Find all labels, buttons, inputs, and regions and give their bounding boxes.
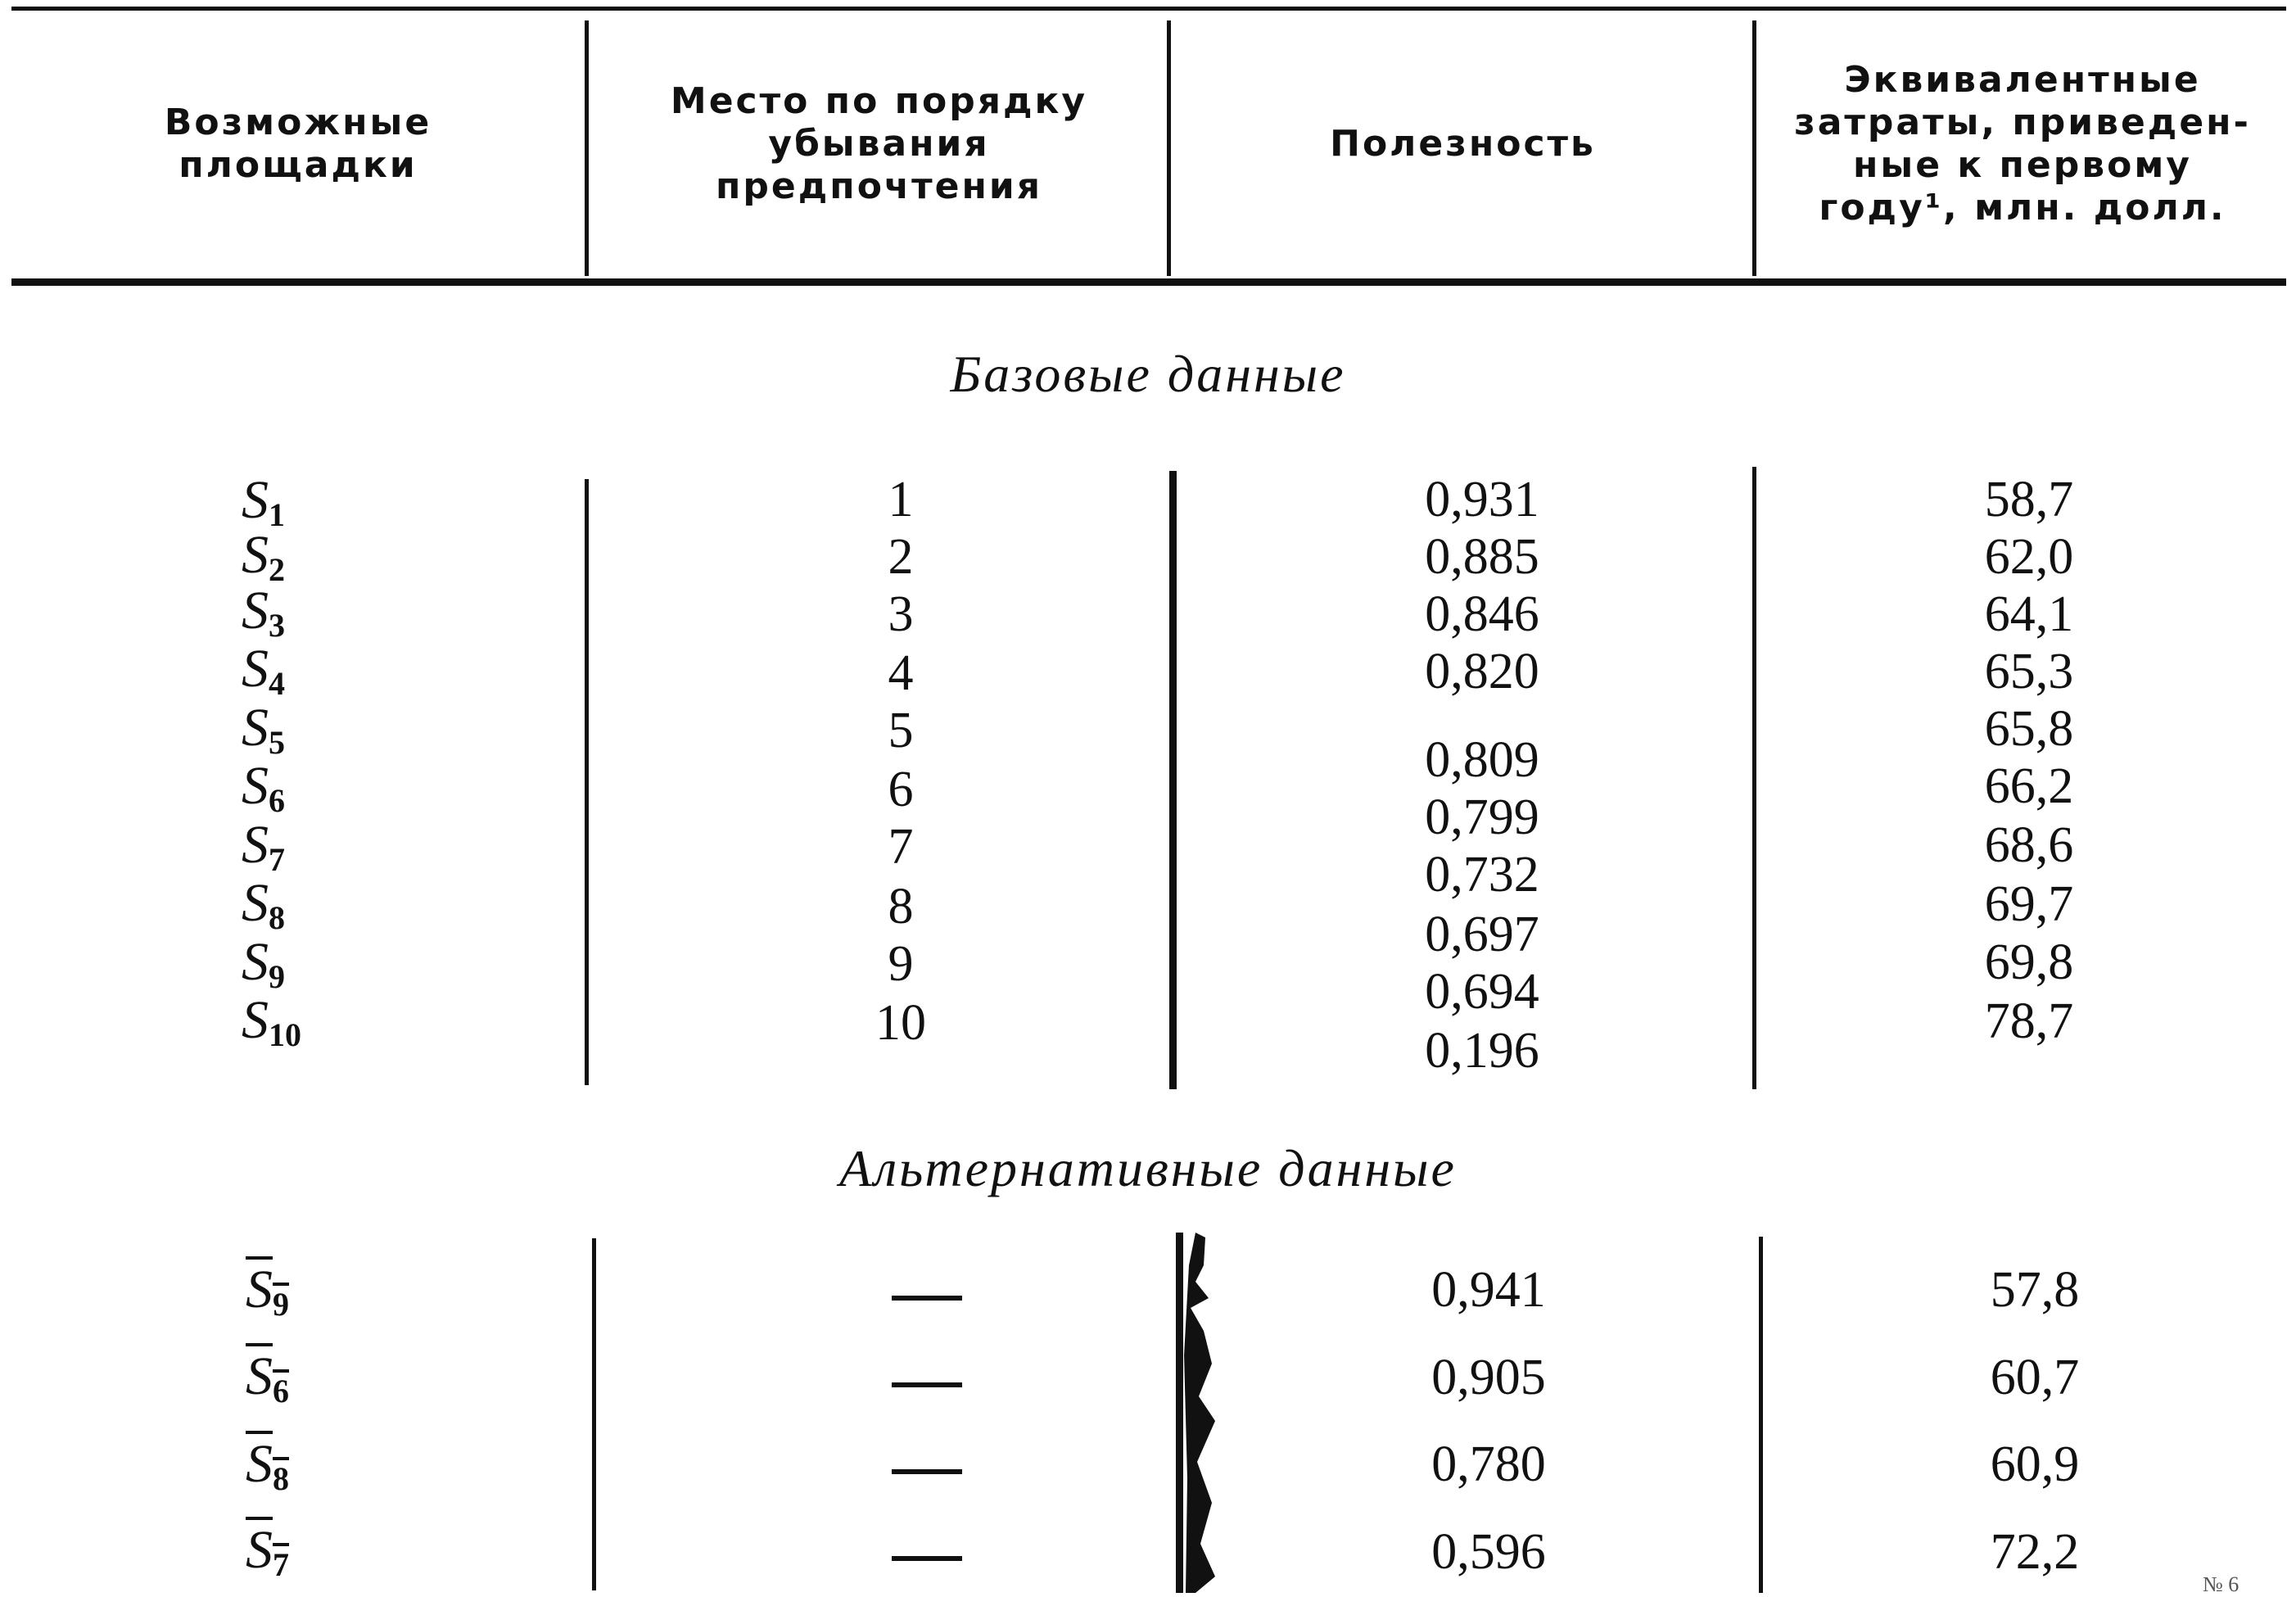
cost-cell: 72,2: [1990, 1524, 2080, 1580]
site-cell: $S_4$: [242, 639, 285, 702]
rank-cell: 10: [875, 995, 926, 1051]
body-divider-1-base: [585, 479, 589, 1085]
rank-cell: 5: [888, 703, 914, 758]
cost-cell: 69,7: [1984, 876, 2074, 932]
utility-cell: 0,694: [1425, 964, 1539, 1020]
section-title-alternative: Альтернативные данные: [839, 1139, 1457, 1197]
dash-mark: [892, 1296, 962, 1301]
utility-cell: 0,799: [1425, 789, 1539, 845]
rank-cell: [763, 1348, 1091, 1406]
utility-cell: 0,697: [1425, 907, 1539, 962]
utility-cell: 0,905: [1431, 1350, 1546, 1405]
site-cell: $S_9$: [242, 932, 285, 995]
dash-mark: [892, 1469, 962, 1474]
header-divider-3: [1752, 20, 1756, 276]
header-divider-1: [585, 20, 589, 276]
cost-cell: 69,8: [1984, 934, 2074, 990]
rank-cell: [763, 1435, 1091, 1493]
site-cell-overline: $S_7$: [246, 1520, 289, 1583]
cost-cell: 65,8: [1984, 701, 2074, 757]
cost-cell: 60,7: [1990, 1350, 2080, 1405]
header-rank: Место по порядку убывания предпочтения: [670, 80, 1088, 207]
site-cell: $S_{10}$: [242, 990, 301, 1053]
dash-mark: [892, 1556, 962, 1561]
rank-cell: 4: [888, 645, 914, 701]
utility-cell: 0,931: [1425, 472, 1539, 527]
site-cell: $S_1$: [242, 470, 285, 533]
site-cell: $S_7$: [242, 815, 285, 878]
utility-cell: 0,596: [1431, 1524, 1546, 1580]
header-cost: Эквивалентные затраты, приведен- ные к первому году¹, млн. долл.: [1794, 59, 2251, 228]
header-sites: Возможные площадки: [164, 102, 432, 186]
site-cell: $S_5$: [242, 698, 285, 761]
utility-cell: 0,885: [1425, 529, 1539, 585]
site-cell: $S_2$: [242, 525, 285, 588]
print-blotch: [1179, 1233, 1228, 1593]
dash-mark: [892, 1382, 962, 1387]
site-cell-overline: $S_6$: [246, 1346, 289, 1409]
utility-cell: 0,780: [1431, 1436, 1546, 1492]
site-cell-overline: $S_8$: [246, 1434, 289, 1497]
rank-cell: 7: [888, 819, 914, 875]
site-cell: $S_6$: [242, 756, 285, 819]
cost-cell: 57,8: [1990, 1262, 2080, 1318]
cost-cell: 66,2: [1984, 758, 2074, 814]
cost-cell: 78,7: [1984, 993, 2074, 1049]
rank-cell: 1: [888, 472, 914, 527]
page-corner-mark: № 6: [2203, 1572, 2240, 1596]
rank-cell: 2: [888, 529, 914, 585]
body-divider-3-alt: [1759, 1237, 1763, 1593]
table-top-rule: [11, 7, 2286, 11]
utility-cell: 0,196: [1425, 1023, 1539, 1079]
header-bottom-rule: [11, 278, 2286, 286]
body-divider-2-base: [1169, 471, 1177, 1089]
rank-cell: [763, 1261, 1091, 1319]
utility-cell: 0,941: [1431, 1262, 1546, 1318]
rank-cell: 8: [888, 879, 914, 934]
cost-cell: 68,6: [1984, 817, 2074, 873]
utility-cell: 0,732: [1425, 847, 1539, 903]
utility-cell: 0,809: [1425, 732, 1539, 788]
site-cell: $S_3$: [242, 581, 285, 644]
body-divider-3-base: [1752, 467, 1756, 1089]
cost-cell: 60,9: [1990, 1436, 2080, 1492]
header-utility: Полезность: [1330, 123, 1596, 165]
cost-cell: 64,1: [1984, 586, 2074, 642]
body-divider-1-alt: [592, 1238, 596, 1590]
section-title-base: Базовые данные: [950, 345, 1346, 403]
cost-cell: 62,0: [1984, 529, 2074, 585]
cost-cell: 65,3: [1984, 644, 2074, 699]
rank-cell: 6: [888, 762, 914, 817]
utility-cell: 0,820: [1425, 644, 1539, 699]
cost-cell: 58,7: [1984, 472, 2074, 527]
utility-cell: 0,846: [1425, 586, 1539, 642]
rank-cell: 9: [888, 936, 914, 992]
site-cell: $S_8$: [242, 873, 285, 936]
site-cell-overline: $S_9$: [246, 1260, 289, 1323]
rank-cell: 3: [888, 586, 914, 642]
header-divider-2: [1167, 20, 1171, 276]
rank-cell: [763, 1522, 1091, 1580]
